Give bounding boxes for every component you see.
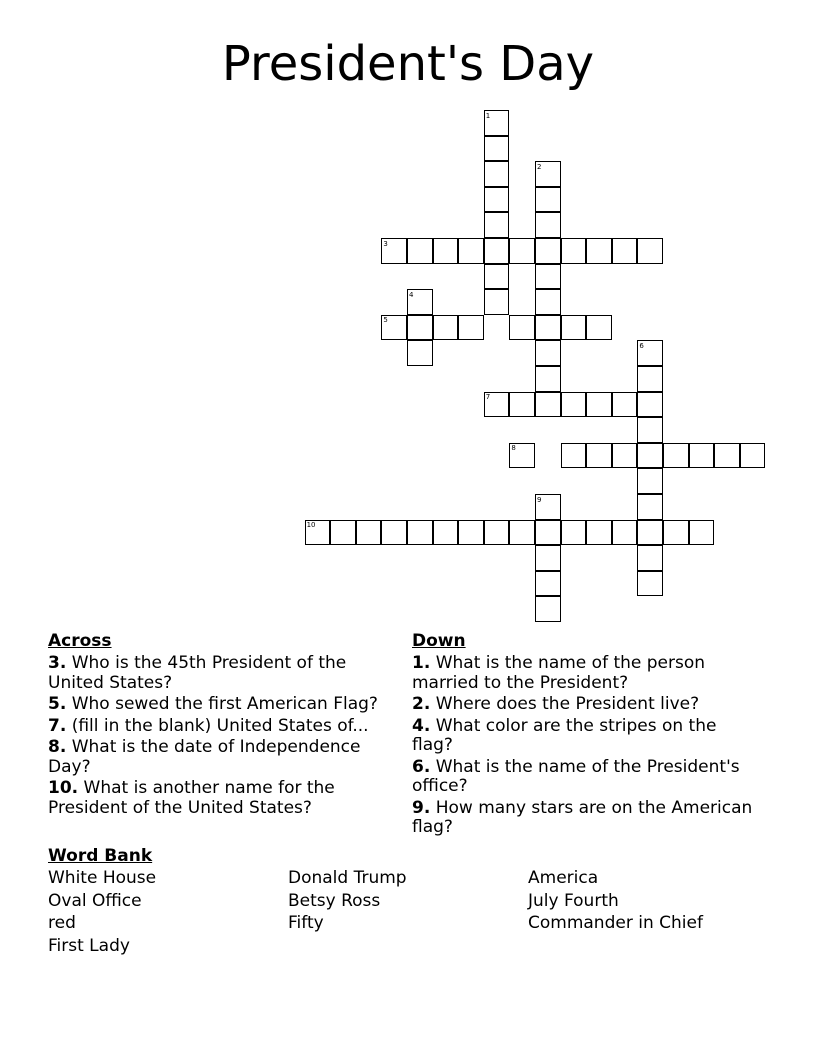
grid-cell[interactable] (535, 161, 561, 187)
grid-cell[interactable] (484, 110, 510, 136)
grid-cell[interactable] (535, 596, 561, 622)
grid-cell[interactable] (586, 238, 612, 264)
grid-cell[interactable] (663, 443, 689, 469)
grid-cell[interactable] (740, 443, 766, 469)
clue-down-1 (412, 654, 762, 693)
clue-text: Where does the President live? (435, 694, 700, 714)
cell-number: 10 (306, 521, 316, 530)
grid-cell[interactable] (381, 315, 407, 341)
grid-cell[interactable] (637, 443, 663, 469)
grid-cell[interactable] (509, 443, 535, 469)
grid-cell[interactable] (561, 520, 587, 546)
grid-cell[interactable] (561, 315, 587, 341)
grid-cell[interactable] (535, 340, 561, 366)
grid-cell[interactable] (637, 468, 663, 494)
word-bank-item: White House (48, 868, 157, 888)
word-bank-item: Commander in Chief (528, 913, 703, 934)
grid-cell[interactable] (484, 212, 510, 238)
word-bank-item: First Lady (48, 936, 130, 957)
word-bank-column (288, 867, 518, 935)
word-bank-heading: Word Bank (48, 846, 153, 866)
grid-cell[interactable] (509, 392, 535, 418)
grid-cell[interactable] (535, 545, 561, 571)
word-bank-item: America (528, 868, 599, 888)
grid-cell[interactable] (612, 392, 638, 418)
grid-cell[interactable] (484, 161, 510, 187)
word-bank-column (528, 867, 758, 935)
grid-cell[interactable] (637, 417, 663, 443)
grid-cell[interactable] (535, 571, 561, 597)
grid-cell[interactable] (535, 264, 561, 290)
clue-number: 7. (48, 715, 67, 736)
grid-cell[interactable] (407, 315, 433, 341)
grid-cell[interactable] (407, 340, 433, 366)
clue-number: 5. (48, 694, 67, 714)
grid-cell[interactable] (356, 520, 382, 546)
word-bank-item: red (48, 913, 76, 934)
clue-across-10 (48, 779, 398, 818)
grid-cell[interactable] (458, 520, 484, 546)
grid-cell[interactable] (637, 366, 663, 392)
grid-cell[interactable] (458, 315, 484, 341)
grid-cell[interactable] (407, 289, 433, 315)
clue-text: How many stars are on the American flag? (412, 797, 753, 837)
clue-across-3 (48, 654, 398, 693)
clue-across-5 (48, 695, 398, 715)
grid-cell[interactable] (433, 238, 459, 264)
clue-down-2 (412, 695, 762, 715)
grid-cell[interactable] (484, 187, 510, 213)
grid-cell[interactable] (714, 443, 740, 469)
across-clues (48, 631, 398, 820)
clue-across-7 (48, 717, 398, 737)
page-title: President's Day (221, 36, 595, 92)
clue-number: 8. (48, 737, 67, 757)
grid-cell[interactable] (535, 289, 561, 315)
grid-cell[interactable] (586, 443, 612, 469)
grid-cell[interactable] (484, 238, 510, 264)
cell-number: 4 (409, 290, 414, 299)
grid-cell[interactable] (305, 520, 331, 546)
grid-cell[interactable] (535, 520, 561, 546)
clue-text: What is the date of Independence Day? (48, 737, 361, 777)
grid-cell[interactable] (407, 238, 433, 264)
grid-cell[interactable] (637, 238, 663, 264)
clue-number: 6. (412, 756, 431, 777)
grid-cell[interactable] (586, 315, 612, 341)
down-clues (412, 631, 762, 840)
cell-number: 7 (485, 393, 491, 402)
word-bank-column (48, 867, 278, 958)
clue-number: 4. (412, 715, 431, 736)
grid-cell[interactable] (637, 571, 663, 597)
clue-text: Who sewed the first American Flag? (71, 694, 378, 714)
clue-across-8 (48, 738, 398, 777)
grid-cell[interactable] (509, 238, 535, 264)
grid-cell[interactable] (637, 392, 663, 418)
clue-number: 3. (48, 653, 67, 673)
word-bank-item: Oval Office (48, 890, 142, 911)
clue-number: 2. (412, 694, 431, 714)
clue-number: 10. (48, 778, 79, 798)
grid-cell[interactable] (535, 366, 561, 392)
word-bank-item: July Fourth (528, 890, 619, 911)
clue-down-6 (412, 758, 762, 797)
grid-cell[interactable] (484, 392, 510, 418)
clue-text: What is another name for the President of the United States? (48, 778, 335, 818)
clue-text: (fill in the blank) United States of... (71, 715, 369, 736)
clue-text: What is the name of the President's office? (412, 756, 740, 796)
clue-down-4 (412, 717, 762, 756)
grid-cell[interactable] (381, 238, 407, 264)
grid-cell[interactable] (484, 136, 510, 162)
grid-cell[interactable] (535, 238, 561, 264)
clue-down-9 (412, 799, 762, 838)
grid-cell[interactable] (561, 443, 587, 469)
grid-cell[interactable] (586, 520, 612, 546)
grid-cell[interactable] (612, 443, 638, 469)
cell-number: 6 (639, 341, 644, 350)
grid-cell[interactable] (561, 392, 587, 418)
grid-cell[interactable] (637, 520, 663, 546)
grid-cell[interactable] (433, 315, 459, 341)
word-bank-item: Betsy Ross (288, 890, 381, 911)
cell-number: 5 (383, 316, 388, 325)
grid-cell[interactable] (535, 315, 561, 341)
cell-number: 8 (511, 444, 516, 453)
grid-cell[interactable] (612, 238, 638, 264)
clue-number: 9. (412, 797, 431, 818)
cell-number: 3 (383, 239, 388, 248)
clue-text: What is the name of the person married to the President? (412, 653, 706, 693)
grid-cell[interactable] (484, 289, 510, 315)
grid-cell[interactable] (458, 238, 484, 264)
grid-cell[interactable] (561, 238, 587, 264)
clue-number: 1. (412, 653, 431, 673)
grid-cell[interactable] (484, 520, 510, 546)
cell-number: 1 (485, 111, 491, 120)
grid-cell[interactable] (637, 494, 663, 520)
grid-cell[interactable] (663, 520, 689, 546)
grid-cell[interactable] (484, 264, 510, 290)
grid-cell[interactable] (535, 392, 561, 418)
grid-cell[interactable] (330, 520, 356, 546)
grid-cell[interactable] (407, 520, 433, 546)
grid-cell[interactable] (586, 392, 612, 418)
grid-cell[interactable] (433, 520, 459, 546)
grid-cell[interactable] (381, 520, 407, 546)
grid-cell[interactable] (689, 443, 715, 469)
grid-cell[interactable] (637, 545, 663, 571)
grid-cell[interactable] (535, 187, 561, 213)
grid-cell[interactable] (637, 340, 663, 366)
across-heading: Across (48, 631, 112, 651)
grid-cell[interactable] (509, 520, 535, 546)
grid-cell[interactable] (535, 212, 561, 238)
grid-cell[interactable] (535, 494, 561, 520)
grid-cell[interactable] (689, 520, 715, 546)
grid-cell[interactable] (509, 315, 535, 341)
cell-number: 2 (537, 162, 542, 171)
clue-text: Who is the 45th President of the United States? (48, 653, 347, 693)
clue-text: What color are the stripes on the flag? (412, 715, 717, 755)
cell-number: 9 (537, 495, 542, 504)
word-bank-item: Fifty (288, 913, 324, 934)
grid-cell[interactable] (612, 520, 638, 546)
down-heading: Down (412, 631, 466, 651)
word-bank-item: Donald Trump (288, 868, 407, 888)
